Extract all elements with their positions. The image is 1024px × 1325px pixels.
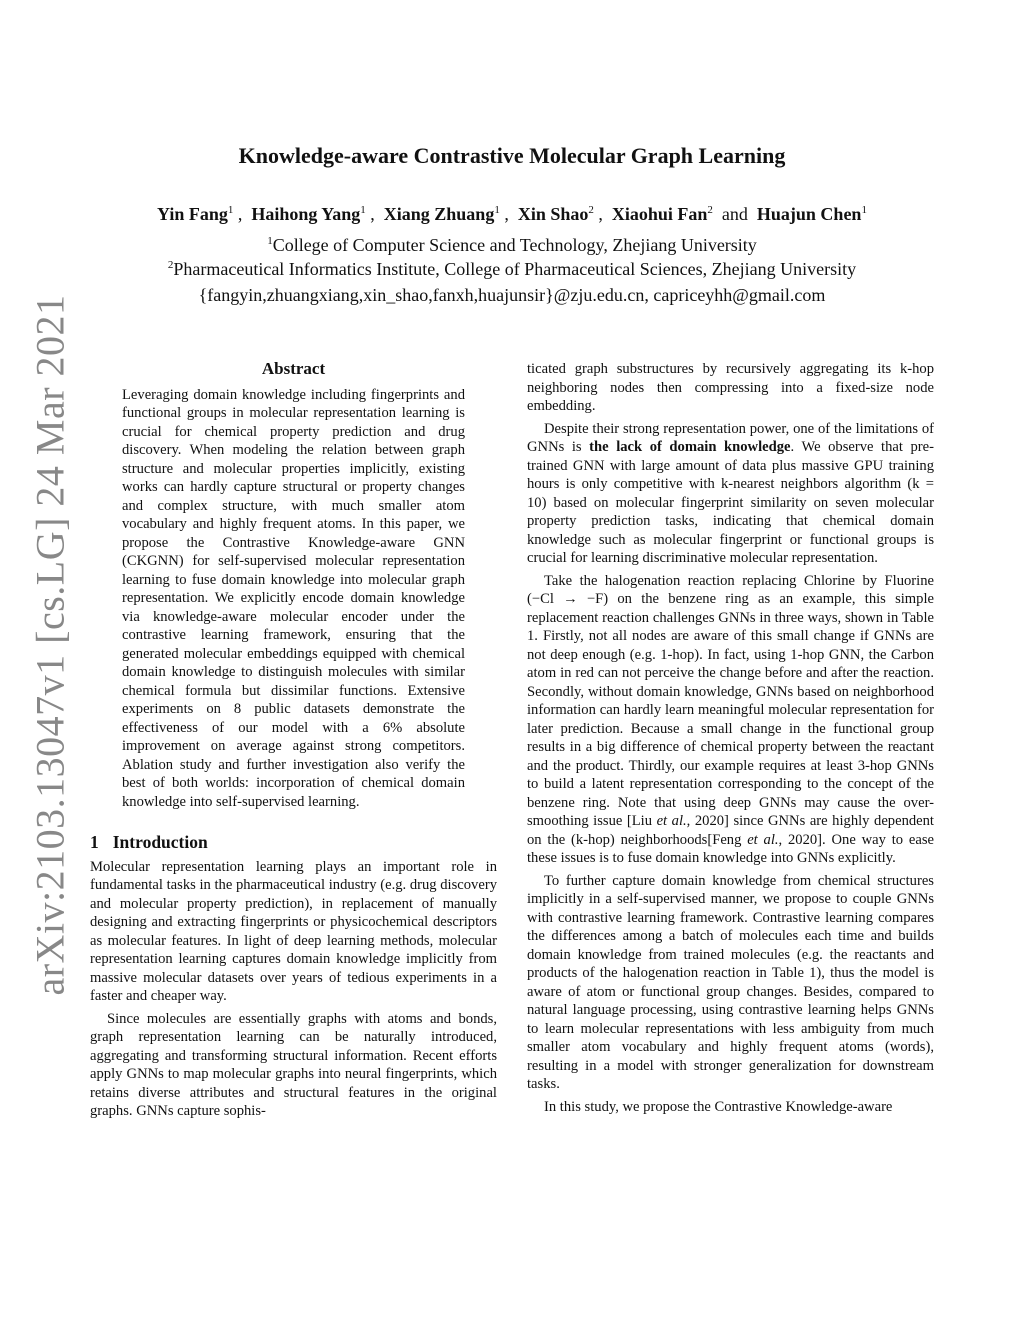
author-affiliation-mark: 1 bbox=[494, 204, 500, 216]
author-name: Xiaohui Fan bbox=[611, 204, 708, 224]
author-emails: {fangyin,zhuangxiang,xin_shao,fanxh,huajunsir}@zju.edu.cn, capriceyhh@gmail.com bbox=[198, 285, 826, 305]
author-affiliation-mark: 1 bbox=[861, 204, 867, 216]
affiliation-text: College of Computer Science and Technology, Zhejiang University bbox=[272, 235, 757, 255]
affiliation-mark: 2 bbox=[167, 259, 174, 271]
affiliation-mark: 1 bbox=[267, 235, 273, 247]
author-name: Xiang Zhuang bbox=[383, 204, 495, 224]
body-paragraph-limitations bbox=[527, 420, 934, 568]
citation-etal: et al. bbox=[656, 813, 687, 829]
author-name: Huajun Chen bbox=[756, 204, 862, 224]
intro-paragraph-1: Molecular representation learning plays an important role in fundamental tasks in the pharmaceutical industry (e.g. drug discovery and molecular property prediction), in replacement of manually designing and extracting fingerprints or physicochemical descriptors as molecular features. In light of deep learning methods, molecular representation learning captures domain knowledge implicitly from massive molecular datasets over years of tedious experiments in a faster and cheaper way. bbox=[90, 858, 497, 1004]
section-heading-introduction bbox=[90, 833, 497, 852]
paragraph-text: Despite their strong representation power, one of the limitations of GNNs is bbox=[527, 420, 934, 455]
section-number: 1 bbox=[90, 832, 99, 852]
abstract-text: Leveraging domain knowledge including fingerprints and functional groups in molecular representation learning is crucial for chemical property prediction and drug discovery. When modeling the relation between graph structure and molecular properties implicitly, existing works can hardly capture structural or property changes and complex structure, with much smaller atom vocabulary and highly frequent atoms. In this paper, we propose the Contrastive Knowledge-aware GNN (CKGNN) for self-supervised molecular representation learning to fuse domain knowledge into molecular graph representation. We explicitly encode domain knowledge via knowledge-aware molecular encoder under the contrastive learning framework, ensuring that the generated molecular embeddings equipped with chemical domain knowledge to distinguish molecules with similar chemical formula but dissimilar functions. Extensive experiments on 8 public datasets demonstrate the effectiveness of our model with a 6% absolute improvement on average against strong competitors. Ablation study and further investigation also verify the best of both worlds: incorporation of chemical domain knowledge into self-supervised learning. bbox=[122, 386, 465, 810]
emphasis-text: the lack of domain knowledge bbox=[589, 439, 791, 455]
body-paragraph-halogenation bbox=[527, 572, 934, 868]
author-affiliation-mark: 2 bbox=[588, 204, 594, 216]
affiliation-1 bbox=[0, 235, 1024, 256]
author-affiliation-mark: 1 bbox=[360, 204, 366, 216]
intro-paragraph-2: Since molecules are essentially graphs with atoms and bonds, graph representation learning can be naturally introduced, aggregating and transforming structural information. Recent efforts apply GNNs to map molecular graphs into neural fingerprints, which retains diverse attributes and structural features in the original graphs. GNNs capture sophis- bbox=[90, 1010, 497, 1119]
author-affiliation-mark: 2 bbox=[707, 204, 713, 216]
citation-etal: et al. bbox=[747, 831, 779, 848]
author-affiliation-mark: 1 bbox=[227, 204, 234, 216]
author-name: Yin Fang bbox=[157, 204, 228, 224]
author-name: Haihong Yang bbox=[251, 204, 361, 224]
paragraph-text: . We observe that pre-trained GNN with large amount of data plus massive GPU training hours is only competitive with k-nearest neighbors algorithm (k = 10) based on molecular fingerprint similarity on seven molecular property prediction tasks, indicating that chemical domain knowledge such as molecular fingerprint or functional groups is crucial for learning discriminative molecular representation. bbox=[527, 439, 935, 566]
paragraph-text: , 2020]. One way to ease these issues is to fuse domain knowledge into GNNs explicitly. bbox=[527, 831, 934, 866]
right-column bbox=[527, 360, 934, 1120]
paragraph-text: Take the halogenation reaction replacing Chlorine by Fluorine (−Cl → −F) on the benzene ring as an example, this simple replacement reaction challenges GNNs in three ways, shown in Table 1. Firstly, not all nodes are aware of this small change if GNNs are not deep enough (e.g. 1-hop). In fact, using 1-hop GNN, the Carbon atom in red can not perceive the change before and after the reaction. Secondly, without domain knowledge, GNNs based on neighborhood information can hardly learn meaningful molecular representation for later prediction. Because a small change in the functional group results in a big difference of chemical property between the reactant and the product. Thirdly, our example requires at least 3-hop GNNs to build a latent representation corresponding to the concept of the benzene ring. Note that using deep GNNs may cause the over-smoothing issue [Liu bbox=[527, 572, 934, 829]
body-paragraph-contrastive: To further capture domain knowledge from chemical structures implicitly in a self-supervised manner, we propose to couple GNNs with contrastive learning framework. Contrastive learning compares the differences among a batch of molecules each time and builds domain knowledge from trained molecules (e.g. the reactants and products of the halogenation reaction in Table 1), thus the model is aware of atom or functional group changes. Besides, compared to natural language processing, using contrastive learning helps GNNs to learn molecular representations with less ambiguity from much smaller atom vocabulary and highly frequent atoms (words), resulting in a model with stronger generalization for downstream tasks. bbox=[527, 872, 934, 1092]
affiliation-text: Pharmaceutical Informatics Institute, College of Pharmaceutical Sciences, Zhejiang University bbox=[173, 259, 857, 279]
affiliation-2 bbox=[0, 259, 1024, 280]
section-title: Introduction bbox=[112, 832, 208, 852]
arxiv-sidebar-stamp: arXiv:2103.13047v1 [cs.LG] 24 Mar 2021 bbox=[27, 294, 73, 996]
abstract-heading: Abstract bbox=[261, 359, 326, 378]
and-conjunction: and bbox=[721, 204, 748, 224]
body-paragraph-continued: ticated graph substructures by recursively aggregating its k-hop neighboring nodes then compressing into a fixed-size node embedding. bbox=[527, 361, 934, 414]
author-name: Xin Shao bbox=[517, 204, 589, 224]
paper-title: Knowledge-aware Contrastive Molecular Graph Learning bbox=[238, 143, 786, 168]
body-paragraph-study: In this study, we propose the Contrastive Knowledge-aware bbox=[544, 1098, 893, 1115]
left-column bbox=[90, 360, 497, 1125]
author-list: Yin Fang$^1$ , Haihong Yang$^1$ , Xiang Zhuang$^1$ , Xin Shao$^2$ , Xiaohui Fan$^2$ and Huajun Chen$^1$ bbox=[157, 204, 867, 224]
paragraph-text: , 2020] since GNNs are highly dependent on the (k-hop) neighborhoods[Feng bbox=[527, 813, 934, 848]
